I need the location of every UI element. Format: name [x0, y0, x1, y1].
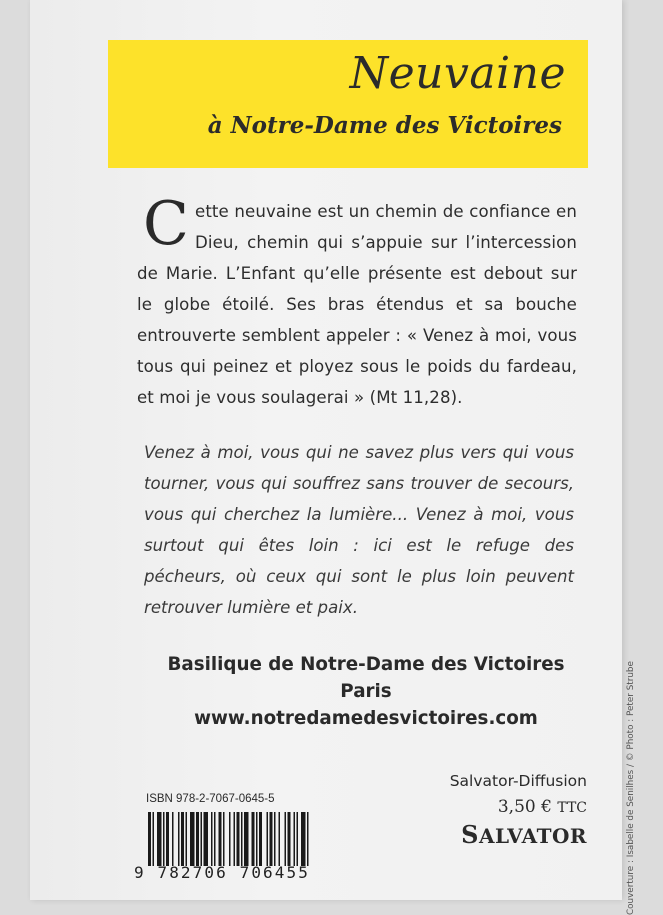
- basilica-address: [130, 651, 602, 732]
- publisher-logo: [390, 822, 587, 849]
- publisher-rest: ALVATOR: [478, 824, 587, 848]
- price-amount: 3,50 €: [497, 797, 552, 817]
- book-subtitle: à Notre-Dame des Victoires: [207, 112, 562, 139]
- intro-text: ette neuvaine est un chemin de confiance en Dieu, chemin qui s’appuie sur l’intercession de Marie. L’Enfant qu’elle présente est debout sur le globe étoilé. Ses bras étendus et sa bouche entrouverte semblent appeler : « Venez à moi, vous tous qui peinez et ployez sous le poids du fardeau, et moi je vous soulagerai » (Mt 11,28).: [137, 202, 577, 407]
- drop-cap: C: [143, 189, 190, 259]
- basilica-name: Basilique de Notre-Dame des Victoires: [167, 654, 565, 675]
- distributor-name: Salvator-Diffusion: [449, 772, 587, 790]
- book-title: Neuvaine: [349, 48, 566, 99]
- price: [390, 795, 587, 820]
- cover-credit: Couverture : Isabelle de Senilhes / © Photo : Peter Strube: [626, 661, 636, 915]
- book-back-cover: [30, 0, 636, 915]
- isbn-number: ISBN 978-2-7067-0645-5: [146, 793, 275, 805]
- intro-paragraph: [137, 189, 577, 413]
- basilica-city: Paris: [340, 681, 392, 702]
- italic-quote: Venez à moi, vous qui ne savez plus vers qui vous tourner, vous qui souffrez sans trouver de secours, vous qui cherchez la lumière... Venez à moi, vous surtout qui êtes loin : ici est le refuge des pécheurs, où ceux qui sont le plus loin peuvent retrouver lumière et paix.: [144, 443, 574, 617]
- barcode-digits: 9 782706 706455: [134, 863, 310, 882]
- title-banner: [108, 40, 588, 168]
- publisher-block: [390, 770, 587, 849]
- barcode-image: [148, 812, 362, 866]
- basilica-website: www.notredamedesvictoires.com: [194, 708, 538, 729]
- publisher-initial: S: [461, 820, 479, 849]
- price-suffix: TTC: [557, 800, 587, 816]
